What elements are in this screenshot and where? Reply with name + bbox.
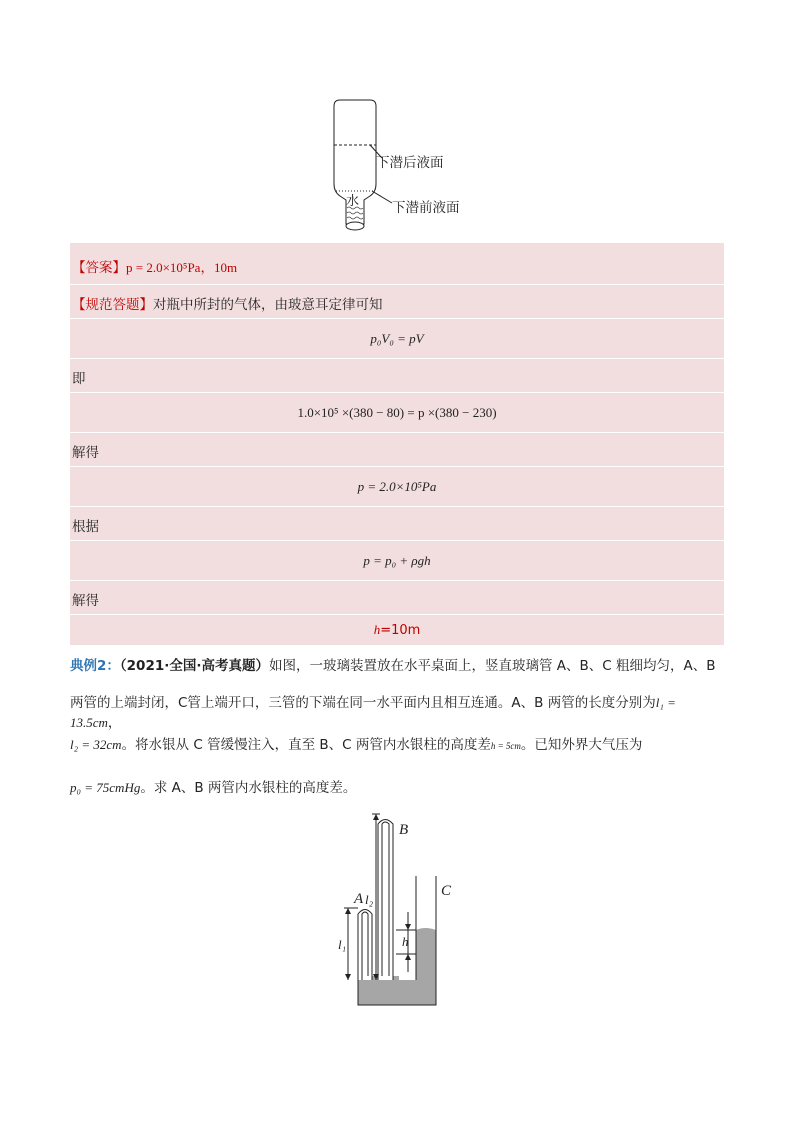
example-line-3 bbox=[70, 733, 730, 753]
label-row-genju bbox=[70, 507, 724, 541]
label-tube-a: A bbox=[354, 891, 364, 907]
example-l2: l₂ = 32cm bbox=[70, 737, 122, 752]
equation-row-2 bbox=[70, 393, 724, 433]
solution-intro-text: 对瓶中所封的气体，由玻意耳定律可知 bbox=[153, 297, 383, 313]
label-jiede-1: 解得 bbox=[72, 445, 99, 461]
l1-arrow-bottom bbox=[345, 974, 351, 980]
label-l2: l₂ bbox=[365, 892, 374, 907]
equation-pressure-result: p = 2.0×10⁵Pa bbox=[357, 479, 437, 494]
label-ji: 即 bbox=[72, 371, 86, 387]
label-genju: 根据 bbox=[72, 519, 99, 535]
equation-hydrostatic: p = p₀ + ρgh bbox=[363, 553, 431, 568]
answer-sep: ， bbox=[200, 260, 214, 276]
example-text-4: 。求 A、B 两管内水银柱的高度差。 bbox=[140, 780, 357, 796]
equation-row-4 bbox=[70, 541, 724, 581]
h-arrow-down bbox=[405, 924, 411, 930]
bottle-mouth bbox=[346, 222, 364, 230]
example-line-4 bbox=[70, 776, 730, 796]
example-text-1: 如图，一玻璃装置放在水平桌面上，竖直玻璃管 A、B、C 粗细均匀，A、B bbox=[269, 658, 716, 674]
label-before-dive: 下潜前液面 bbox=[392, 200, 460, 216]
example-p0: p₀ = 75cmHg bbox=[70, 780, 141, 795]
equation-substitution: 1.0×10⁵ ×(380 − 80) = p ×(380 − 230) bbox=[297, 405, 497, 420]
label-tube-c: C bbox=[441, 883, 452, 899]
label-tube-b: B bbox=[399, 822, 409, 838]
example-tag: 典例2： bbox=[70, 658, 120, 674]
example-line-2 bbox=[70, 691, 730, 731]
l1-arrow-top bbox=[345, 908, 351, 914]
mercury bbox=[358, 928, 436, 1005]
answer-box bbox=[70, 243, 724, 645]
label-row-jiede-1 bbox=[70, 433, 724, 467]
example-line-1 bbox=[70, 654, 730, 674]
equation-row-1 bbox=[70, 319, 724, 359]
label-row-jiede-2 bbox=[70, 581, 724, 615]
label-water: 水 bbox=[346, 194, 360, 209]
example-l1: l₁ = 13.5cm bbox=[70, 695, 676, 730]
solution-intro-row bbox=[70, 285, 724, 319]
tube-a bbox=[358, 910, 372, 981]
example-source: （2021·全国·高考真题） bbox=[119, 658, 269, 674]
before-leader bbox=[372, 191, 392, 203]
equation-row-3 bbox=[70, 467, 724, 507]
example-text-2: 两管的上端封闭，C管上端开口，三管的下端在同一水平面内且相互连通。A、B 两管的长度分别为 bbox=[70, 695, 656, 711]
tube-b bbox=[378, 820, 393, 981]
example-text-3a: 。将水银从 C 管缓慢注入，直至 B、C 两管内水银柱的高度差 bbox=[121, 737, 491, 753]
equation-h-symbol: h bbox=[373, 622, 381, 637]
h-arrow-up bbox=[405, 954, 411, 960]
equation-depth-result: =10m bbox=[380, 623, 421, 638]
answer-pressure: p = 2.0×10⁵Pa bbox=[126, 260, 201, 275]
l2-arrow-top bbox=[373, 814, 379, 820]
answer-row bbox=[70, 243, 724, 285]
example-text-3b: 。已知外界大气压为 bbox=[520, 737, 643, 753]
example-h: h = 5cm bbox=[490, 741, 521, 751]
answer-depth: 10m bbox=[213, 260, 238, 275]
solution-tag: 【规范答题】 bbox=[72, 297, 153, 313]
example-text-2-end: ， bbox=[107, 715, 122, 731]
equation-boyle: p₀V₀ = pV bbox=[370, 331, 424, 346]
label-jiede-2: 解得 bbox=[72, 593, 99, 609]
label-h: h bbox=[402, 934, 409, 949]
answer-tag: 【答案】 bbox=[72, 260, 126, 276]
label-after-dive: 下潜后液面 bbox=[376, 155, 444, 171]
equation-row-5 bbox=[70, 615, 724, 645]
label-row-ji bbox=[70, 359, 724, 393]
label-l1: l₁ bbox=[338, 937, 347, 952]
